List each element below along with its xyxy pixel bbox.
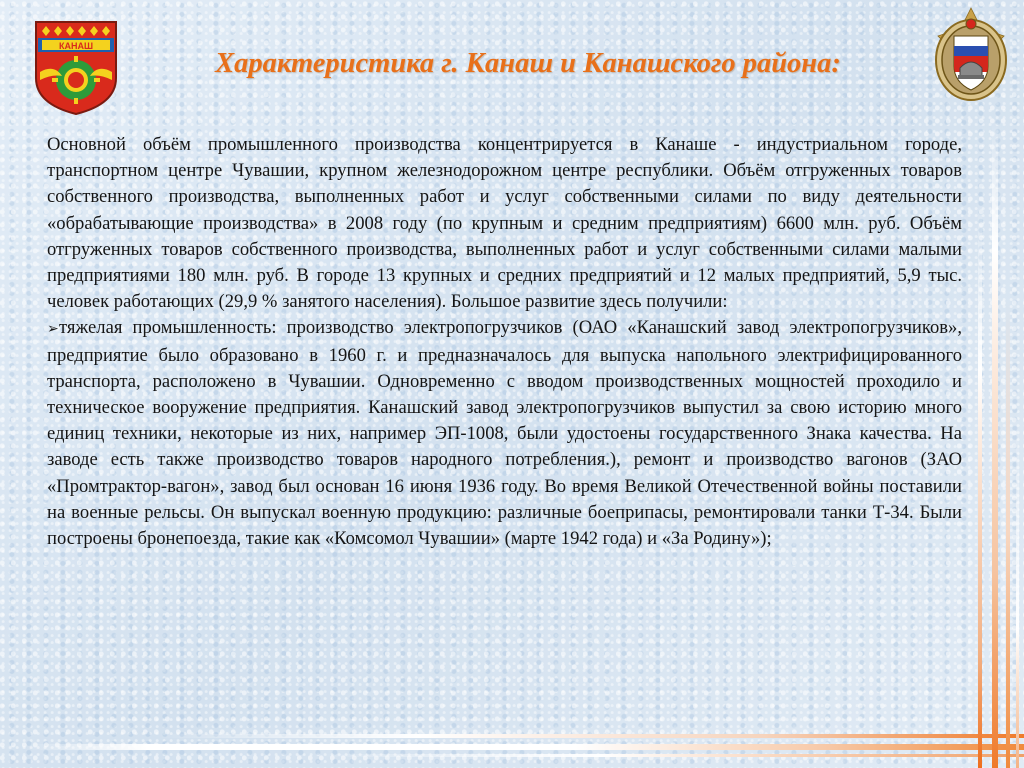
decor-stripe (1016, 420, 1019, 768)
kanash-coat-of-arms-icon (34, 20, 118, 116)
content-text (47, 132, 962, 552)
bullet-text: тяжелая промышленность: производство электропогрузчиков (ОАО «Канашский завод электропогрузчиков», предприятие было образовано в 1960 г. и предназначалось для выпуска напольного электрифицированного транспорта, расположено в Чувашии. Одновременно с вводом производственных мощностей проходило и техническое вооружение предприятия. Канашский завод электропогрузчиков выпустил за свою историю много единиц техники, некоторые из них, например ЭП-1008, были удостоены государственного Знака качества. На заводе есть также производство товаров народного потребления.), ремонт и производство вагонов (ЗАО «Промтрактор-вагон», завод был основан 16 июня 1936 году. Во время Великой Отечественной войны поставили на военные рельсы. Он выпускал военную продукцию: различные боеприпасы, ремонтировали танки Т-34. Были построены бронепоезда, такие как «Комсомол Чувашии» (марте 1942 года) и «За Родину»); (47, 317, 962, 550)
arrow-bullet-icon: ➢ (47, 321, 59, 338)
decor-stripe (320, 754, 1024, 757)
fire-service-emblem-icon (932, 6, 1010, 102)
decor-stripe (1006, 300, 1010, 768)
decor-stripe (978, 200, 982, 768)
bullet-item (47, 315, 962, 552)
emblem-left-text: КАНАШ (58, 41, 94, 51)
decor-stripe (28, 744, 1024, 750)
decor-stripe (158, 734, 1024, 738)
decor-stripe (992, 120, 998, 768)
intro-paragraph: Основной объём промышленного производства концентрируется в Канаше - индустриальном городе, транспортном центре Чувашии, крупном железнодорожном центре республики. Объём отгруженных товаров собственного производства, выполненных работ и услуг собственными силами по виду деятельности «обрабатывающие производства» в 2008 году (по крупным и средним предприятиям) 6600 млн. руб. Объём отгруженных товаров собственного производства, выполненных работ и услуг собственными силами малыми предприятиями 180 млн. руб. В городе 13 крупных и средних предприятий и 12 малых предприятий, 5,9 тыс. человек работающих (29,9 % занятого населения). Большое развитие здесь получили: (47, 134, 962, 313)
page-title: Характеристика г. Канаш и Канашского района: (215, 48, 841, 79)
